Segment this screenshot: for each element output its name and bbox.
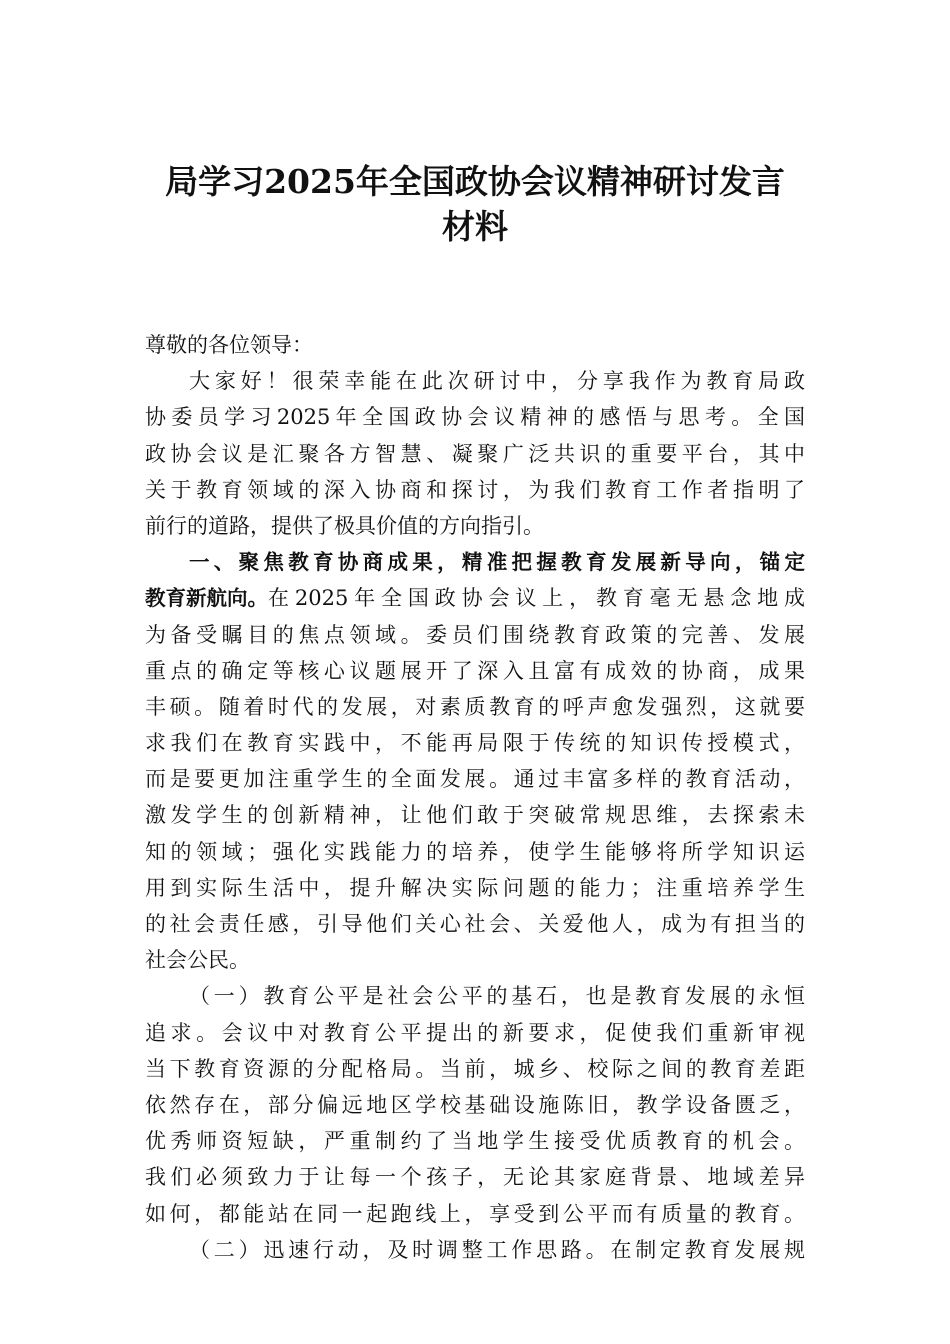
paragraph-text: （一）教育公平是社会公平的基石，也是教育发展的永恒: [189, 984, 805, 1009]
paragraph-text: 协委员学习2025年全国政协会议精神的感悟与思考。全国: [145, 405, 805, 430]
intro-line: [145, 472, 805, 508]
paragraph-text: 追求。会议中对教育公平提出的新要求，促使我们重新审视: [145, 1020, 805, 1045]
section1-line: [145, 834, 805, 870]
paragraph-text: （二）迅速行动，及时调整工作思路。在制定教育发展规: [189, 1237, 805, 1262]
sub1-line: [145, 1015, 805, 1051]
document-title-line-1: 局学习2025年全国政协会议精神研讨发言: [165, 162, 785, 201]
sub1-line: [145, 1123, 805, 1159]
intro-line: [145, 436, 805, 472]
paragraph-text: 激发学生的创新精神，让他们敢于突破常规思维，去探索未: [145, 803, 805, 828]
paragraph-text: 关于教育领域的深入协商和探讨，为我们教育工作者指明了: [145, 477, 805, 502]
paragraph-text: 为备受瞩目的焦点领域。委员们围绕教育政策的完善、发展: [145, 622, 805, 647]
section1-line: [145, 797, 805, 833]
document-body: [145, 327, 805, 1268]
intro-line: [145, 363, 805, 399]
section1-heading-line: [145, 544, 805, 580]
paragraph-text: 大家好！很荣幸能在此次研讨中，分享我作为教育局政: [189, 369, 805, 394]
paragraph-text: 而是要更加注重学生的全面发展。通过丰富多样的教育活动，: [145, 767, 805, 792]
paragraph-text: 如何，都能站在同一起跑线上，享受到公平而有质量的教育。: [145, 1201, 805, 1226]
sub2-line: [145, 1232, 805, 1268]
intro-line: [145, 399, 805, 435]
section1-line: [145, 870, 805, 906]
salutation: [145, 327, 805, 363]
section1-heading-tail: 教育新航向。: [145, 586, 268, 611]
paragraph-text: 用到实际生活中，提升解决实际问题的能力；注重培养学生: [145, 875, 805, 900]
sub1-line: [145, 1159, 805, 1195]
sub1-line: [145, 1087, 805, 1123]
section1-line: [145, 906, 805, 942]
paragraph-text: 前行的道路，提供了极具价值的方向指引。: [145, 513, 544, 538]
sub1-line: [145, 1051, 805, 1087]
sub1-line: [145, 978, 805, 1014]
paragraph-text: 的社会责任感，引导他们关心社会、关爱他人，成为有担当的: [145, 912, 805, 936]
paragraph-text: 依然存在，部分偏远地区学校基础设施陈旧，教学设备匮乏，: [145, 1092, 805, 1117]
paragraph-text: 在2025年全国政协会议上，教育毫无悬念地成: [268, 586, 805, 611]
salutation-text: 尊敬的各位领导：: [145, 333, 313, 357]
section1-line: [145, 689, 805, 725]
section1-line: [145, 653, 805, 689]
paragraph-text: 社会公民。: [145, 948, 250, 973]
section1-line: [145, 617, 805, 653]
section1-line: [145, 942, 805, 978]
section1-heading-text: 一、聚焦教育协商成果，精准把握教育发展新导向，锚定: [189, 550, 805, 575]
section1-line: [145, 725, 805, 761]
sub1-line: [145, 1196, 805, 1232]
paragraph-text: 政协会议是汇聚各方智慧、凝聚广泛共识的重要平台，其中: [145, 441, 805, 466]
paragraph-text: 求我们在教育实践中，不能再局限于传统的知识传授模式，: [145, 731, 805, 756]
section1-line: [145, 761, 805, 797]
paragraph-text: 优秀师资短缺，严重制约了当地学生接受优质教育的机会。: [145, 1129, 805, 1154]
section1-line: [145, 580, 805, 616]
paragraph-text: 丰硕。随着时代的发展，对素质教育的呼声愈发强烈，这就要: [145, 694, 805, 719]
paragraph-text: 重点的确定等核心议题展开了深入且富有成效的协商，成果: [145, 658, 805, 683]
document-title-line-2: 材料: [442, 207, 508, 246]
paragraph-text: 当下教育资源的分配格局。当前，城乡、校际之间的教育差距: [145, 1056, 805, 1081]
intro-line: [145, 508, 805, 544]
paragraph-text: 我们必须致力于让每一个孩子，无论其家庭背景、地域差异: [145, 1165, 805, 1190]
paragraph-text: 知的领域；强化实践能力的培养，使学生能够将所学知识运: [145, 839, 805, 864]
